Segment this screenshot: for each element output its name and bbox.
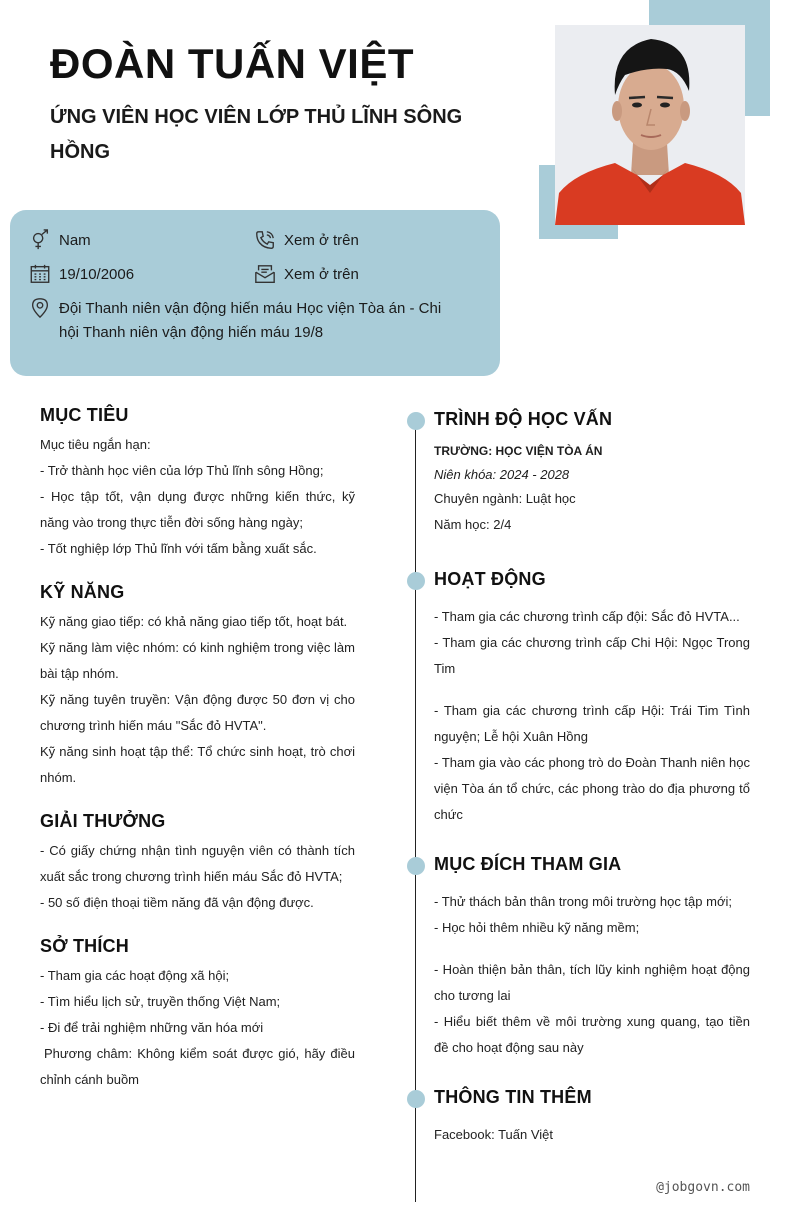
gender-icon <box>29 229 51 251</box>
skills-body <box>40 609 355 791</box>
section-awards <box>40 811 355 916</box>
more-info-title: THÔNG TIN THÊM <box>434 1087 592 1107</box>
skills-line: Kỹ năng làm việc nhóm: có kinh nghiệm trong việc làm bài tập nhóm. <box>40 640 355 681</box>
candidate-subtitle: ỨNG VIÊN HỌC VIÊN LỚP THỦ LĨNH SÔNG HỒNG <box>50 106 463 163</box>
activities-body <box>434 604 750 828</box>
gender-value: Nam <box>59 232 91 249</box>
section-more-info <box>434 1087 750 1148</box>
birthday-value: 19/10/2006 <box>59 266 135 283</box>
section-activities <box>434 569 750 828</box>
address-value: Đội Thanh niên vận động hiến máu Học viện Tòa án - Chi hội Thanh niên vận động hiến máu 19/8 <box>59 300 442 341</box>
skills-line: Kỹ năng giao tiếp: có khả năng giao tiếp tốt, hoạt bát. <box>40 614 348 629</box>
objective-line: - Tốt nghiệp lớp Thủ lĩnh với tấm bằng xuất sắc. <box>40 541 317 556</box>
hobbies-motto: Phương châm: Không kiểm soát được gió, hãy điều chỉnh cánh buồm <box>40 1046 355 1087</box>
contact-gender <box>29 229 91 253</box>
timeline-dot-more <box>407 1090 425 1108</box>
profile-photo <box>555 25 745 225</box>
contact-address <box>29 297 449 345</box>
activities-line: - Tham gia các chương trình cấp đội: Sắc đỏ HVTA... <box>434 609 740 624</box>
email-value: Xem ở trên <box>284 266 359 283</box>
hobbies-line: - Tìm hiểu lịch sử, truyền thống Việt Nam; <box>40 994 281 1009</box>
activities-title: HOẠT ĐỘNG <box>434 569 546 589</box>
section-purpose <box>434 854 750 1061</box>
contact-email <box>254 263 359 287</box>
skills-line: Kỹ năng tuyên truyền: Vận động được 50 đơn vị cho chương trình hiến máu "Sắc đỏ HVTA". <box>40 692 355 733</box>
timeline-dot-purpose <box>407 857 425 875</box>
left-column <box>40 405 355 1093</box>
purpose-line: - Hiểu biết thêm về môi trường xung quang, tạo tiền đề cho hoạt động sau này <box>434 1014 750 1055</box>
objective-title: MỤC TIÊU <box>40 405 129 425</box>
skills-line: Kỹ năng sinh hoạt tập thể: Tổ chức sinh hoạt, trò chơi nhóm. <box>40 744 355 785</box>
purpose-line: - Hoàn thiện bản thân, tích lũy kinh nghiệm hoạt động cho tương lai <box>434 962 750 1003</box>
activities-line: - Tham gia vào các phong trò do Đoàn Thanh niên học viện Tòa án tổ chức, các phong trào do địa phương tổ chức <box>434 755 750 822</box>
section-objective <box>40 405 355 562</box>
purpose-body <box>434 889 750 1061</box>
purpose-title: MỤC ĐÍCH THAM GIA <box>434 854 622 874</box>
mail-icon <box>254 263 276 285</box>
hobbies-body <box>40 963 355 1093</box>
education-period: Niên khóa: 2024 - 2028 <box>434 467 570 482</box>
education-year: Năm học: 2/4 <box>434 517 512 532</box>
education-title: TRÌNH ĐỘ HỌC VẤN <box>434 409 613 429</box>
timeline-dot-activities <box>407 572 425 590</box>
watermark: @jobgovn.com <box>656 1180 750 1195</box>
contact-info-box <box>10 210 500 376</box>
section-skills <box>40 582 355 791</box>
objective-line: - Học tập tốt, vận dụng được những kiến thức, kỹ năng vào trong thực tiễn đời sống hàng ngày; <box>40 489 355 530</box>
education-school: TRƯỜNG: HỌC VIỆN TÒA ÁN <box>434 444 603 458</box>
timeline-dot-education <box>407 412 425 430</box>
calendar-icon <box>29 263 51 285</box>
hobbies-line: - Đi để trải nghiệm những văn hóa mới <box>40 1020 264 1035</box>
facebook-info: Facebook: Tuấn Việt <box>434 1127 554 1142</box>
purpose-line: - Thử thách bản thân trong môi trường học tập mới; <box>434 894 732 909</box>
contact-phone <box>254 229 359 253</box>
activities-line: - Tham gia các chương trình cấp Chi Hội: Ngọc Trong Tim <box>434 635 750 676</box>
timeline-line <box>415 418 416 1202</box>
objective-line: Mục tiêu ngắn hạn: <box>40 437 151 452</box>
contact-birthday <box>29 263 134 287</box>
section-education <box>434 409 750 538</box>
education-major: Chuyên ngành: Luật học <box>434 491 576 506</box>
purpose-line: - Học hỏi thêm nhiều kỹ năng mềm; <box>434 920 640 935</box>
objective-body <box>40 432 355 562</box>
awards-body <box>40 838 355 916</box>
location-icon <box>29 297 51 319</box>
section-hobbies <box>40 936 355 1093</box>
awards-title: GIẢI THƯỞNG <box>40 811 166 831</box>
hobbies-title: SỞ THÍCH <box>40 936 129 956</box>
activities-line: - Tham gia các chương trình cấp Hội: Trái Tim Tình nguyện; Lễ hội Xuân Hồng <box>434 703 750 744</box>
phone-icon <box>254 229 276 251</box>
objective-line: - Trở thành học viên của lớp Thủ lĩnh sông Hồng; <box>40 463 324 478</box>
phone-value: Xem ở trên <box>284 232 359 249</box>
awards-line: - Có giấy chứng nhận tình nguyện viên có thành tích xuất sắc trong chương trình hiến máu Sắc đỏ HVTA; <box>40 843 355 884</box>
skills-title: KỸ NĂNG <box>40 582 125 602</box>
candidate-name: ĐOÀN TUẤN VIỆT <box>50 40 414 87</box>
hobbies-line: - Tham gia các hoạt động xã hội; <box>40 968 230 983</box>
awards-line: - 50 số điện thoại tiềm năng đã vận động được. <box>40 895 314 910</box>
